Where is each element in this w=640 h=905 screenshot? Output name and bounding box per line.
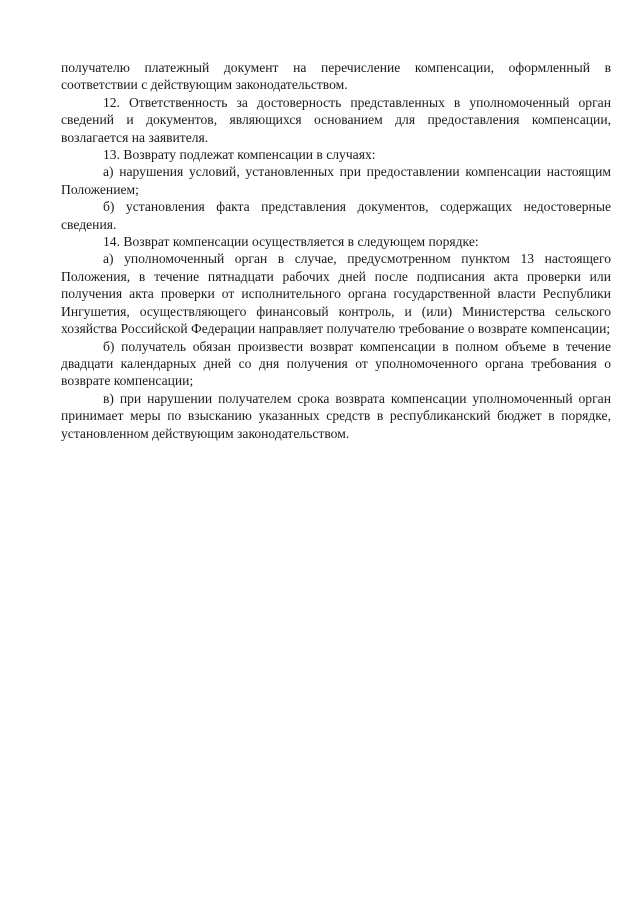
paragraph-item-13b: б) установления факта представления документов, содержащих недостоверные сведения.	[61, 199, 611, 232]
paragraph-item-14b: б) получатель обязан произвести возврат компенсации в полном объеме в течение двадцати календарных дней со дня получения от уполномоченного органа требования о возврате компенсации;	[61, 338, 611, 389]
paragraph-item-14c: в) при нарушении получателем срока возврата компенсации уполномоченный орган принимает меры по взысканию указанных средств в республиканский бюджет в порядке, установленном действующим законодательством.	[61, 390, 611, 441]
paragraph-item-14: 14. Возврат компенсации осуществляется в следующем порядке:	[103, 234, 479, 250]
paragraph-item-14a: а) уполномоченный орган в случае, предусмотренном пунктом 13 настоящего Положения, в течение пятнадцати рабочих дней после подписания акта проверки или получения акта проверки от исполнительного органа государственной власти Республики Ингушетия, осуществляющего финансовый контроль, и (или) Министерства сельского хозяйства Российской Федерации направляет получателю требование о возврате компенсации;	[61, 251, 611, 337]
paragraph-continuation: получателю платежный документ на перечисление компенсации, оформленный в соответствии с действующим законодательством.	[61, 60, 611, 93]
document-body	[61, 59, 611, 442]
paragraph-item-13a: а) нарушения условий, установленных при предоставлении компенсации настоящим Положением;	[61, 164, 611, 197]
paragraph-item-12: 12. Ответственность за достоверность представленных в уполномоченный орган сведений и документов, являющихся основанием для предоставления компенсации, возлагается на заявителя.	[61, 94, 611, 145]
paragraph-item-13: 13. Возврату подлежат компенсации в случаях:	[103, 147, 376, 163]
